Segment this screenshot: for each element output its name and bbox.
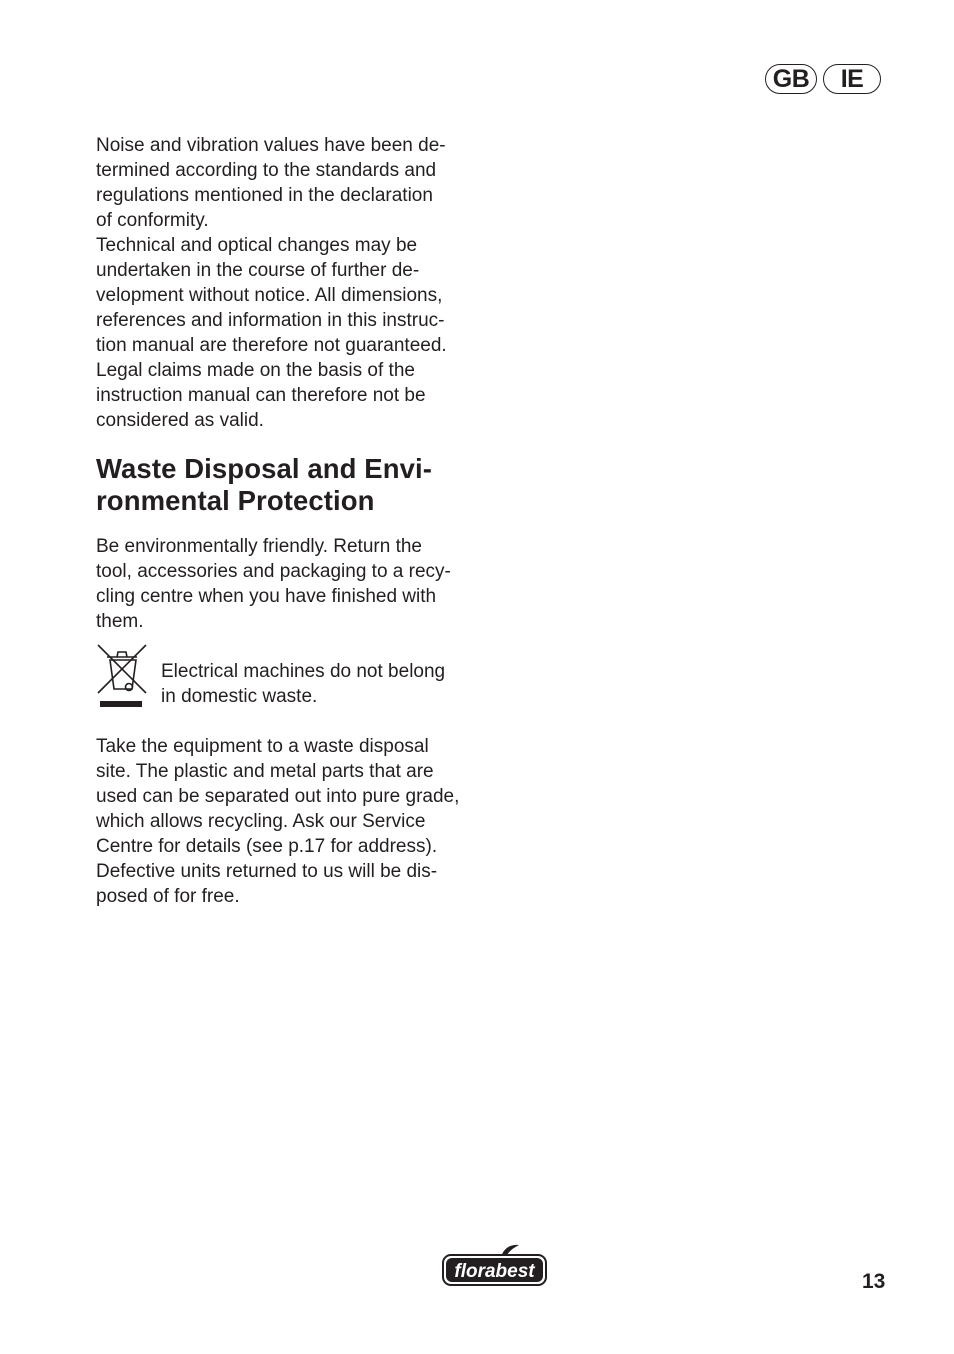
text-line: velopment without notice. All dimensions, bbox=[96, 285, 443, 306]
logo-wordmark: florabest bbox=[454, 1261, 535, 1282]
text-line: regulations mentioned in the declaration bbox=[96, 185, 433, 206]
notice-text bbox=[161, 659, 491, 709]
heading-line: Waste Disposal and Envi- bbox=[96, 453, 433, 484]
text-line: undertaken in the course of further de- bbox=[96, 260, 420, 281]
page-number: 13 bbox=[862, 1270, 886, 1293]
language-badge-gb: GB bbox=[765, 64, 817, 94]
florabest-logo bbox=[441, 1243, 549, 1289]
text-line: in domestic waste. bbox=[161, 686, 318, 707]
text-line: cling centre when you have finished with bbox=[96, 586, 437, 607]
text-line: Defective units returned to us will be dis- bbox=[96, 861, 438, 882]
text-line: tool, accessories and packaging to a recy- bbox=[96, 561, 451, 582]
crossed-out-wheelie-bin-icon bbox=[96, 643, 148, 711]
weee-notice bbox=[96, 643, 496, 713]
text-line: considered as valid. bbox=[96, 410, 264, 431]
text-line: Noise and vibration values have been de- bbox=[96, 135, 446, 156]
text-line: Centre for details (see p.17 for address). bbox=[96, 836, 438, 857]
text-line: posed of for free. bbox=[96, 886, 240, 907]
text-line: Legal claims made on the basis of the bbox=[96, 360, 415, 381]
intro-paragraph bbox=[96, 133, 486, 433]
text-line: of conformity. bbox=[96, 210, 209, 231]
disposal-paragraph bbox=[96, 734, 486, 909]
language-badge-ie: IE bbox=[823, 64, 881, 94]
text-line: them. bbox=[96, 611, 144, 632]
heading-line: ronmental Protection bbox=[96, 485, 375, 516]
text-line: Technical and optical changes may be bbox=[96, 235, 418, 256]
text-line: references and information in this instruc- bbox=[96, 310, 445, 331]
language-badges bbox=[765, 64, 881, 94]
text-line: instruction manual can therefore not be bbox=[96, 385, 426, 406]
text-line: tion manual are therefore not guaranteed. bbox=[96, 335, 447, 356]
text-line: Electrical machines do not belong bbox=[161, 661, 446, 682]
text-line: used can be separated out into pure grade, bbox=[96, 786, 460, 807]
text-line: Take the equipment to a waste disposal bbox=[96, 736, 429, 757]
section-heading bbox=[96, 453, 496, 517]
environment-paragraph bbox=[96, 534, 486, 634]
text-line: termined according to the standards and bbox=[96, 160, 437, 181]
text-line: Be environmentally friendly. Return the bbox=[96, 536, 422, 557]
text-line: which allows recycling. Ask our Service bbox=[96, 811, 426, 832]
text-line: site. The plastic and metal parts that are bbox=[96, 761, 434, 782]
